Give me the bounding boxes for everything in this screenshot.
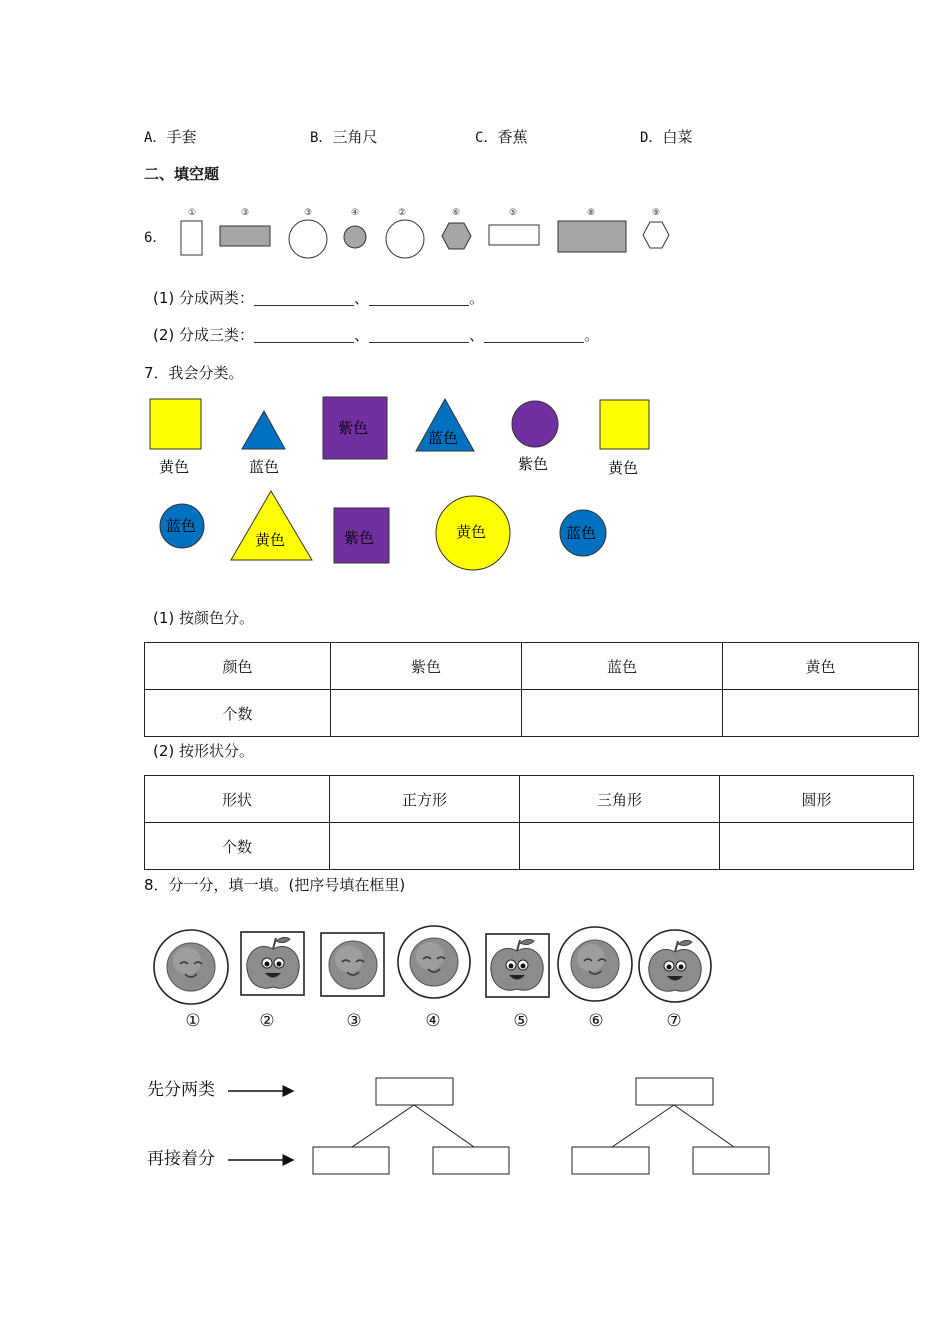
circle-shape	[289, 220, 327, 258]
table-header: 黄色	[723, 643, 919, 690]
answer-cell[interactable]	[522, 690, 723, 737]
yellow-triangle	[231, 491, 312, 560]
q7-sub1: (1) 按颜色分。	[153, 609, 255, 627]
fruit-number: ③	[346, 1011, 362, 1031]
q6-mark: ⑧	[586, 208, 596, 218]
q6-sub1: (1) 分成两类： 、 。	[153, 289, 485, 307]
q8-fruits	[145, 920, 725, 1035]
fruit-number: ④	[425, 1011, 441, 1031]
row-label: 个数	[145, 823, 330, 870]
table-header: 三角形	[520, 776, 720, 823]
shape-label: 蓝色	[248, 458, 280, 476]
shape-label: 紫色	[517, 455, 549, 473]
yellow-square	[600, 400, 649, 449]
rectangle-shape	[181, 221, 202, 255]
table-header: 紫色	[331, 643, 522, 690]
table-header: 正方形	[330, 776, 520, 823]
shape-label: 蓝色	[565, 524, 597, 542]
answer-cell[interactable]	[330, 823, 520, 870]
blue-triangle	[242, 411, 285, 449]
row-label: 个数	[145, 690, 331, 737]
shape-label: 黄色	[455, 523, 487, 541]
answer-box[interactable]	[433, 1147, 509, 1174]
shape-label: 紫色	[337, 419, 369, 437]
q7-title: 7．我会分类。	[144, 364, 244, 382]
table-header: 形状	[145, 776, 330, 823]
shape-label: 紫色	[343, 529, 375, 547]
option-c: C．香蕉	[475, 128, 528, 146]
shape-label: 蓝色	[427, 429, 459, 447]
yellow-square	[150, 399, 201, 449]
q6-number: 6．	[144, 230, 167, 246]
answer-cell[interactable]	[331, 690, 522, 737]
step1-label: 先分两类	[147, 1080, 215, 1100]
answer-cell[interactable]	[520, 823, 720, 870]
q7-sub2: (2) 按形状分。	[153, 742, 255, 760]
rectangle-shape	[489, 225, 539, 245]
orange-icon	[410, 938, 458, 986]
q6-mark: ⑥	[451, 208, 461, 218]
hexagon-shape	[643, 222, 669, 248]
q6-shapes	[170, 200, 680, 264]
shape-label: 蓝色	[165, 517, 197, 535]
fruit-number: ①	[185, 1011, 201, 1031]
fruit-number: ⑦	[666, 1011, 682, 1031]
q6-mark: ③	[303, 208, 313, 218]
orange-icon	[571, 940, 619, 988]
table-header: 蓝色	[522, 643, 723, 690]
q6-mark: ⑤	[508, 208, 518, 218]
q6-sub2: (2) 分成三类： 、 、 。	[153, 326, 600, 344]
q6-mark: ①	[187, 208, 197, 218]
answer-box[interactable]	[636, 1078, 713, 1105]
table-header: 颜色	[145, 643, 331, 690]
q8-title: 8．分一分，填一填。(把序号填在框里)	[144, 876, 406, 894]
option-d: D．白菜	[640, 128, 693, 146]
shape-label: 黄色	[254, 531, 286, 549]
answer-box[interactable]	[376, 1078, 453, 1105]
table-header: 圆形	[720, 776, 914, 823]
step2-label: 再接着分	[147, 1149, 215, 1169]
answer-cell[interactable]	[723, 690, 919, 737]
orange-icon	[167, 943, 215, 991]
fruit-number: ②	[259, 1011, 275, 1031]
shape-label: 黄色	[158, 458, 190, 476]
rectangle-shape	[220, 226, 270, 246]
option-a: A．手套	[144, 128, 197, 146]
classification-tree	[220, 1070, 780, 1185]
shape-count-table	[144, 775, 914, 870]
hexagon-shape	[442, 223, 471, 249]
answer-box[interactable]	[572, 1147, 649, 1174]
purple-circle	[512, 401, 558, 447]
answer-box[interactable]	[693, 1147, 769, 1174]
orange-icon	[329, 941, 377, 989]
color-count-table	[144, 642, 919, 737]
circle-shape	[386, 220, 424, 258]
fruit-number: ⑥	[588, 1011, 604, 1031]
answer-cell[interactable]	[720, 823, 914, 870]
shape-label: 黄色	[607, 459, 639, 477]
fruit-number: ⑤	[513, 1011, 529, 1031]
q6-mark: ②	[397, 208, 407, 218]
q7-shapes	[140, 390, 660, 580]
answer-box[interactable]	[313, 1147, 389, 1174]
q6-mark: ⑨	[651, 208, 661, 218]
section-title: 二、填空题	[144, 165, 220, 183]
circle-shape	[344, 226, 366, 248]
rectangle-shape	[558, 221, 626, 252]
q6-mark: ④	[350, 208, 360, 218]
q6-mark: ③	[240, 208, 250, 218]
option-b: B．三角尺	[310, 128, 378, 146]
